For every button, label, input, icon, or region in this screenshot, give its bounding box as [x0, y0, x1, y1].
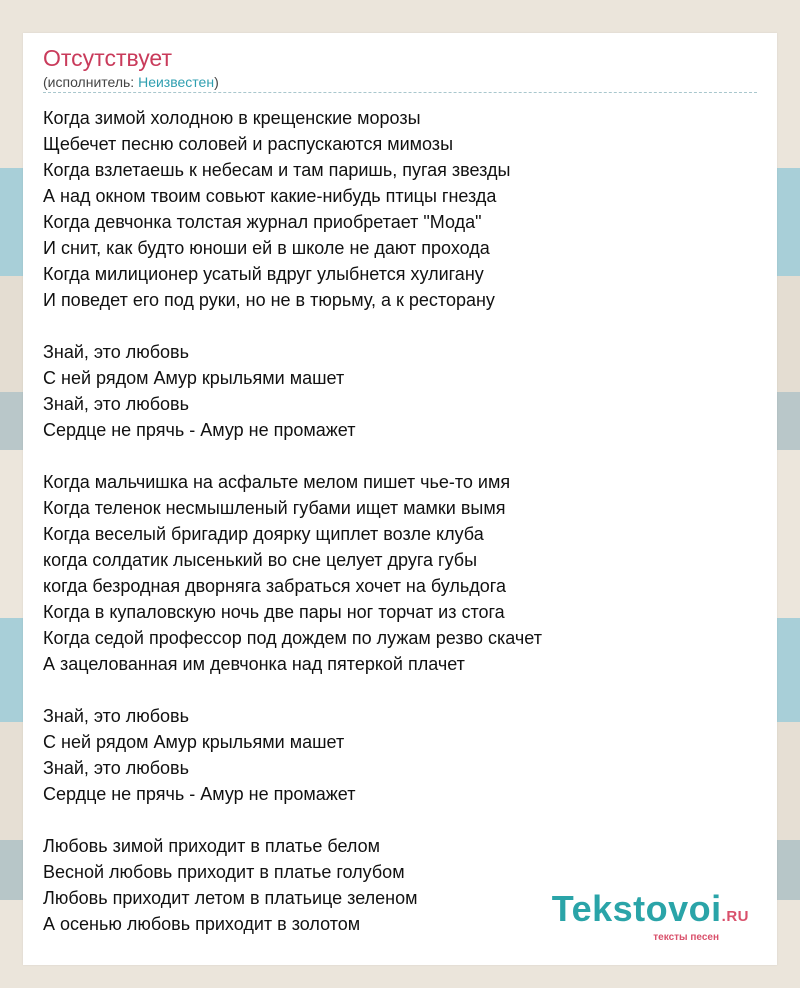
- lyric-line: Когда мальчишка на асфальте мелом пишет чье-то имя: [43, 472, 511, 492]
- lyric-line: Весной любовь приходит в платье голубом: [43, 862, 405, 882]
- lyric-line: Любовь зимой приходит в платье белом: [43, 836, 381, 856]
- title-divider: [43, 92, 757, 93]
- lyric-line: Когда милиционер усатый вдруг улыбнется хулигану: [43, 264, 484, 284]
- lyric-line: Знай, это любовь: [43, 342, 189, 362]
- lyric-line: Когда в купаловскую ночь две пары ног торчат из стога: [43, 602, 505, 622]
- lyric-line: когда солдатик лысенький во сне целует друга губы: [43, 550, 478, 570]
- stanza: [43, 105, 763, 313]
- lyric-line: С ней рядом Амур крыльями машет: [43, 368, 345, 388]
- lyric-line: Когда веселый бригадир доярку щиплет возле клуба: [43, 524, 484, 544]
- lyrics-card: [23, 33, 777, 965]
- lyric-line: Когда зимой холодною в крещенские морозы: [43, 108, 421, 128]
- lyric-line: Знай, это любовь: [43, 706, 189, 726]
- logo-tagline: тексты песен: [653, 932, 719, 943]
- lyric-line: Когда седой профессор под дождем по лужам резво скачет: [43, 628, 542, 648]
- artist-line: [43, 73, 219, 91]
- lyric-line: И снит, как будто юноши ей в школе не дают прохода: [43, 238, 490, 258]
- chorus: [43, 703, 763, 807]
- lyric-line: А зацелованная им девчонка над пятеркой плачет: [43, 654, 465, 674]
- lyric-line: Сердце не прячь - Амур не промажет: [43, 420, 356, 440]
- lyric-line: Сердце не прячь - Амур не промажет: [43, 784, 356, 804]
- lyric-line: А над окном твоим совьют какие-нибудь птицы гнезда: [43, 186, 497, 206]
- lyric-line: Когда девчонка толстая журнал приобретает "Мода": [43, 212, 482, 232]
- lyric-line: когда безродная дворняга забраться хочет на бульдога: [43, 576, 506, 596]
- song-title: Отсутствует: [43, 45, 172, 71]
- lyric-line: Щебечет песню соловей и распускаются мимозы: [43, 134, 454, 154]
- artist-suffix: ): [214, 74, 219, 90]
- artist-prefix: (исполнитель:: [43, 74, 139, 90]
- logo-name: Tekstovoi: [551, 888, 722, 929]
- logo-tld: .RU: [721, 908, 749, 925]
- lyric-line: Когда взлетаешь к небесам и там паришь, пугая звезды: [43, 160, 511, 180]
- lyric-line: Любовь приходит летом в платьице зеленом: [43, 888, 418, 908]
- lyric-line: А осенью любовь приходит в золотом: [43, 914, 361, 934]
- lyric-line: С ней рядом Амур крыльями машет: [43, 732, 345, 752]
- lyric-line: Знай, это любовь: [43, 758, 189, 778]
- chorus: [43, 339, 763, 443]
- stanza: [43, 469, 763, 677]
- lyrics-text: [43, 105, 763, 937]
- lyric-line: Знай, это любовь: [43, 394, 189, 414]
- logo-wordmark: [551, 888, 749, 934]
- lyric-line: Когда теленок несмышленый губами ищет мамки вымя: [43, 498, 506, 518]
- lyric-line: И поведет его под руки, но не в тюрьму, а к ресторану: [43, 290, 495, 310]
- site-logo[interactable]: [551, 888, 749, 943]
- artist-link[interactable]: Неизвестен: [138, 74, 215, 90]
